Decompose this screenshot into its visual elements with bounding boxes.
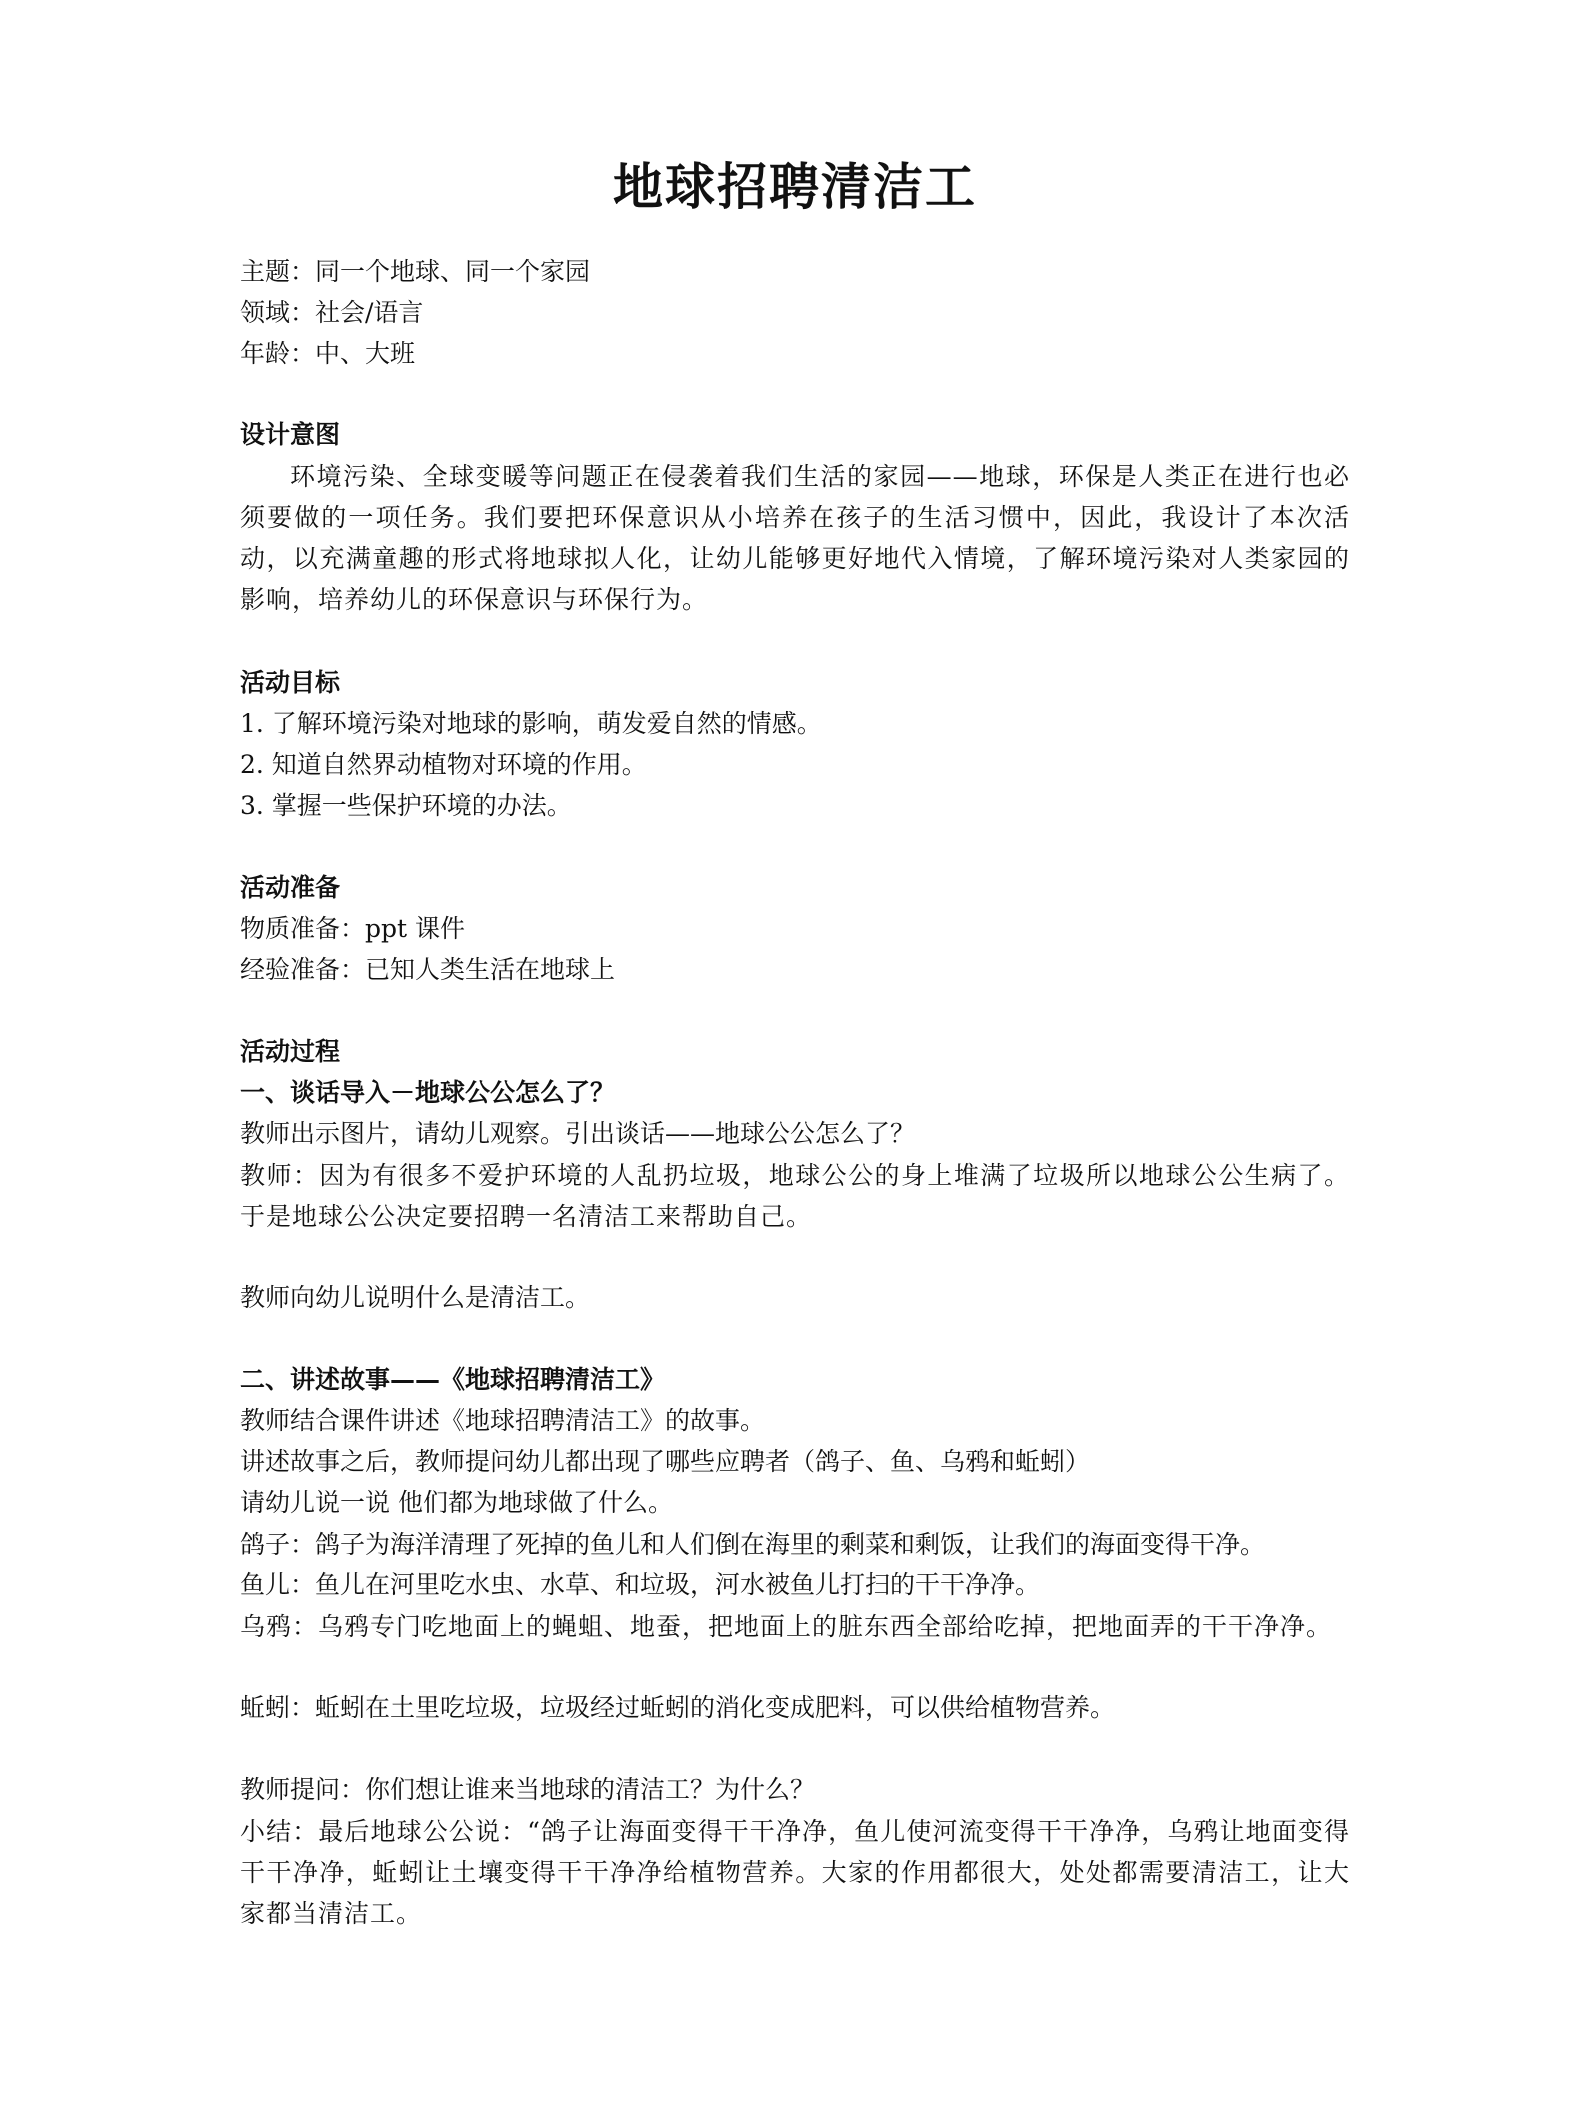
part2-question: 教师提问：你们想让谁来当地球的清洁工？为什么？ (240, 1775, 816, 1804)
heading-process: 活动过程 (240, 1037, 341, 1066)
part1-line3: 教师向幼儿说明什么是清洁工。 (240, 1283, 591, 1312)
preparation-material: 物质准备：ppt 课件 (240, 914, 466, 943)
part2-line3: 请幼儿说一说 他们都为地球做了什么。 (240, 1488, 673, 1517)
heading-goals: 活动目标 (240, 668, 341, 697)
meta-theme: 主题：同一个地球、同一个家园 (240, 257, 591, 286)
part2-pigeon: 鸽子：鸽子为海洋清理了死掉的鱼儿和人们倒在海里的剩菜和剩饭，让我们的海面变得干净。 (240, 1530, 1266, 1559)
goal-item-1: 1. 了解环境污染对地球的影响，萌发爱自然的情感。 (240, 709, 822, 738)
design-intent-body: 环境污染、全球变暖等问题正在侵袭着我们生活的家园——地球，环保是人类正在进行也必须要做的一项任务。我们要把环保意识从小培养在孩子的生活习惯中，因此，我设计了本次活动，以充满童趣的形式将地球拟人化，让幼儿能够更好地代入情境，了解环境污染对人类家园的影响，培养幼儿的环保意识与环保行为。 (240, 462, 1350, 614)
goal-item-3: 3. 掌握一些保护环境的办法。 (240, 791, 572, 820)
part2-line2: 讲述故事之后，教师提问幼儿都出现了哪些应聘者（鸽子、鱼、乌鸦和蚯蚓） (240, 1447, 1091, 1476)
goal-item-2: 2. 知道自然界动植物对环境的作用。 (240, 750, 647, 779)
part2-line1: 教师结合课件讲述《地球招聘清洁工》的故事。 (240, 1406, 766, 1435)
part1-line1: 教师出示图片，请幼儿观察。引出谈话——地球公公怎么了？ (240, 1119, 916, 1148)
preparation-experience: 经验准备：已知人类生活在地球上 (240, 955, 616, 984)
part2-crow: 乌鸦：乌鸦专门吃地面上的蝇蛆、地蚕，把地面上的脏东西全部给吃掉，把地面弄的干干净净。 (240, 1612, 1333, 1641)
heading-part1: 一、谈话导入－地球公公怎么了？ (240, 1078, 616, 1107)
heading-preparation: 活动准备 (240, 873, 341, 902)
heading-part2: 二、讲述故事——《地球招聘清洁工》 (240, 1365, 666, 1394)
meta-domain: 领域：社会/语言 (240, 298, 424, 327)
meta-age: 年龄：中、大班 (240, 339, 416, 368)
part2-fish: 鱼儿：鱼儿在河里吃水虫、水草、和垃圾，河水被鱼儿打扫的干干净净。 (240, 1570, 1041, 1599)
part2-earthworm: 蚯蚓：蚯蚓在土里吃垃圾，垃圾经过蚯蚓的消化变成肥料，可以供给植物营养。 (240, 1693, 1116, 1722)
part2-summary: 小结：最后地球公公说：“鸽子让海面变得干干净净，鱼儿使河流变得干干净净，乌鸦让地面变得干干净净，蚯蚓让土壤变得干干净净给植物营养。大家的作用都很大，处处都需要清洁工，让大家都当清洁工。 (240, 1817, 1350, 1928)
part1-teacher-para: 教师：因为有很多不爱护环境的人乱扔垃圾，地球公公的身上堆满了垃圾所以地球公公生病了。于是地球公公决定要招聘一名清洁工来帮助自己。 (240, 1161, 1350, 1231)
heading-design-intent: 设计意图 (240, 420, 341, 449)
document-title: 地球招聘清洁工 (613, 157, 977, 216)
